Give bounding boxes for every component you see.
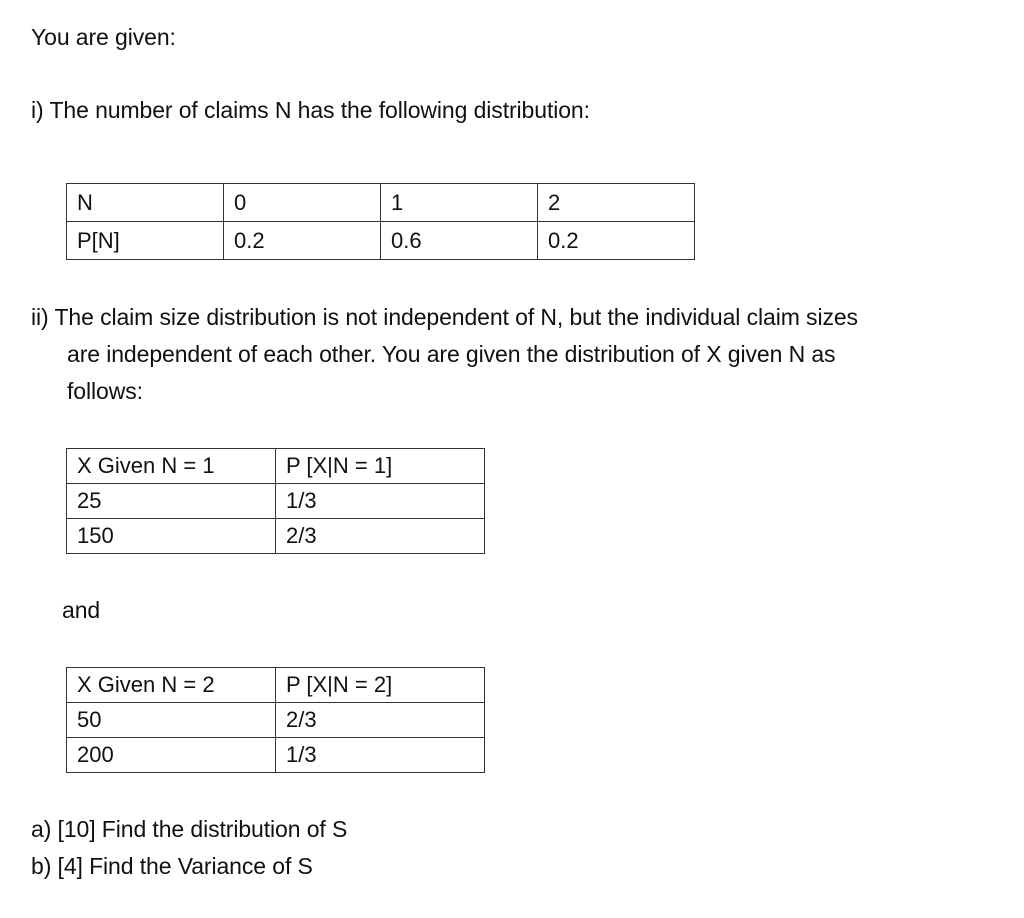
table-row	[67, 703, 485, 738]
intro-text: You are given:	[31, 24, 176, 50]
table-cell: X Given N = 2	[67, 668, 276, 703]
table-cell: 2/3	[276, 519, 485, 554]
table-cell: 0.2	[538, 222, 695, 260]
table-cell: P [X|N = 1]	[276, 449, 485, 484]
table-row	[67, 519, 485, 554]
part-i-text: i) The number of claims N has the following distribution:	[31, 97, 590, 123]
part-ii-line-1: ii) The claim size distribution is not independent of N, but the individual claim sizes	[31, 304, 858, 330]
table-cell: N	[67, 184, 224, 222]
table-cell: 1	[381, 184, 538, 222]
claims-count-distribution-table	[66, 183, 695, 260]
part-ii-line-2: are independent of each other. You are given the distribution of X given N as	[67, 341, 836, 367]
and-text: and	[62, 597, 101, 623]
table-row	[67, 738, 485, 773]
table-cell: 0	[224, 184, 381, 222]
table-cell: 150	[67, 519, 276, 554]
table-cell: X Given N = 1	[67, 449, 276, 484]
table-cell: 0.6	[381, 222, 538, 260]
table-cell: 2/3	[276, 703, 485, 738]
table-cell: 0.2	[224, 222, 381, 260]
table-row	[67, 184, 695, 222]
table-cell: 25	[67, 484, 276, 519]
table-cell: 1/3	[276, 484, 485, 519]
table-row	[67, 668, 485, 703]
table-cell: 50	[67, 703, 276, 738]
table-cell: 200	[67, 738, 276, 773]
claim-size-given-n2-table	[66, 667, 485, 773]
table-row	[67, 449, 485, 484]
part-ii-line-3: follows:	[67, 378, 143, 404]
table-row	[67, 484, 485, 519]
table-cell: 1/3	[276, 738, 485, 773]
table-row	[67, 222, 695, 260]
table-cell: 2	[538, 184, 695, 222]
table-cell: P[N]	[67, 222, 224, 260]
claim-size-given-n1-table	[66, 448, 485, 554]
question-b: b) [4] Find the Variance of S	[31, 853, 313, 879]
table-cell: P [X|N = 2]	[276, 668, 485, 703]
question-a: a) [10] Find the distribution of S	[31, 816, 348, 842]
